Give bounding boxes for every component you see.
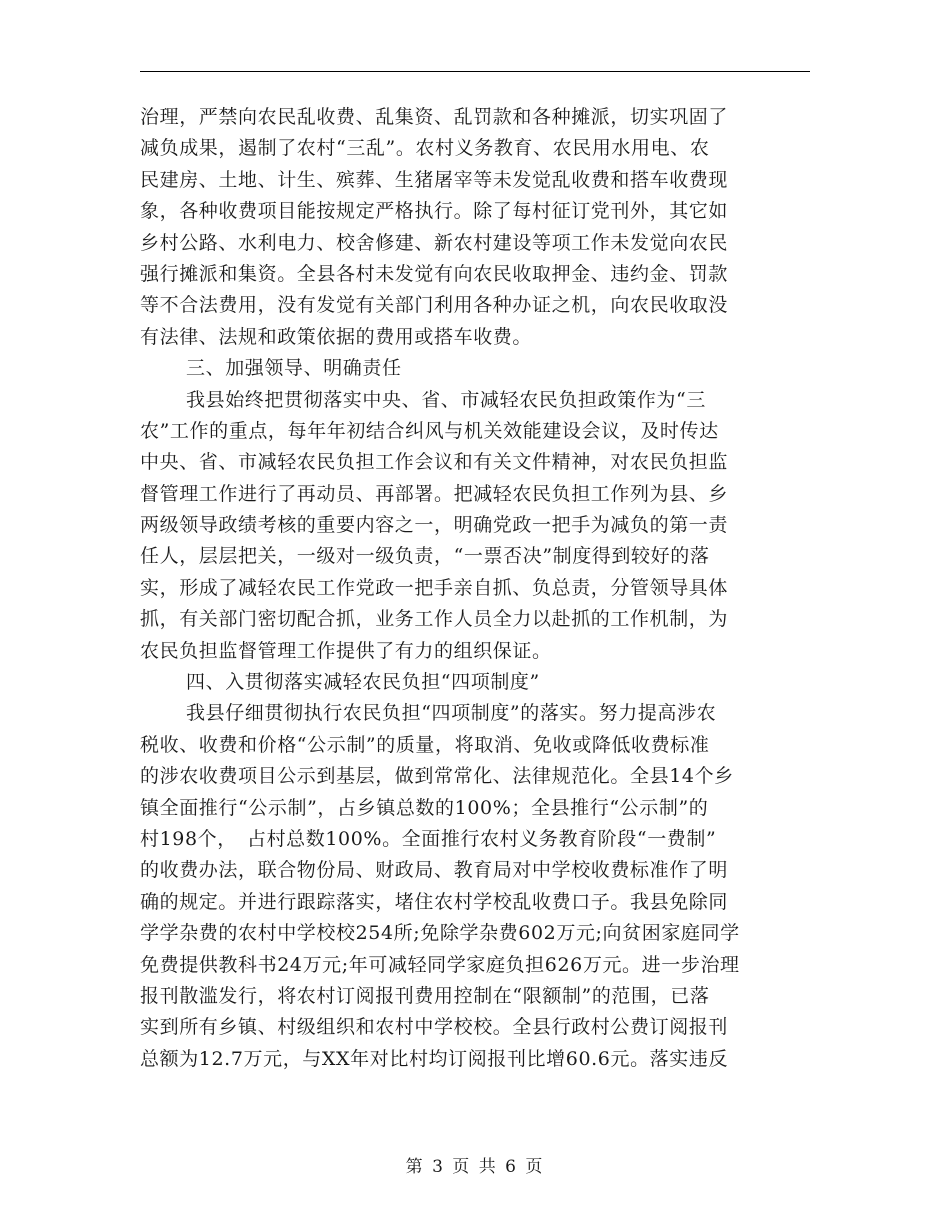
text-line: 我县始终把贯彻落实中央、省、市减轻农民负担政策作为“三 bbox=[186, 388, 706, 411]
section-heading-text: 四、入贯彻落实减轻农民负担“四项制度” bbox=[186, 671, 540, 694]
page-number: 第 3 页 共 6 页 bbox=[405, 1157, 545, 1177]
paragraph bbox=[140, 102, 800, 353]
text-line: 民建房、土地、计生、殡葬、生猪屠宰等未发觉乱收费和搭车收费现 bbox=[140, 168, 729, 191]
text-line: 的收费办法，联合物份局、财政局、教育局对中学校收费标准作了明 bbox=[140, 859, 729, 882]
text-line: 减负成果，遏制了农村“三乱”。农村义务教育、农民用水用电、农 bbox=[140, 137, 710, 160]
text-line: 农”工作的重点，每年年初结合纠风与机关效能建设会议，及时传达 bbox=[140, 419, 719, 442]
text-line: 确的规定。并进行跟踪落实，堵住农村学校乱收费口子。我县免除同 bbox=[140, 890, 729, 913]
text-line: 中央、省、市减轻农民负担工作会议和有关文件精神，对农民负担监 bbox=[140, 451, 729, 474]
page-footer bbox=[0, 1152, 950, 1177]
text-line: 农民负担监督管理工作提供了有力的组织保证。 bbox=[140, 639, 552, 662]
section-heading bbox=[140, 353, 800, 384]
text-line: 实，形成了减轻农民工作党政一把手亲自抓、负总责，分管领导具体 bbox=[140, 576, 729, 599]
text-line: 实到所有乡镇、村级组织和农村中学校校。全县行政村公费订阅报刊 bbox=[140, 1016, 729, 1039]
text-line: 象，各种收费项目能按规定严格执行。除了每村征订党刊外，其它如 bbox=[140, 200, 729, 223]
text-line: 学学杂费的农村中学校校254所;免除学杂费602万元;向贫困家庭同学 bbox=[140, 922, 740, 945]
text-line: 抓，有关部门密切配合抓，业务工作人员全力以赴抓的工作机制，为 bbox=[140, 608, 729, 631]
text-line: 镇全面推行“公示制”，占乡镇总数的100%；全县推行“公示制”的 bbox=[140, 796, 709, 819]
text-line: 等不合法费用，没有发觉有关部门利用各种办证之机，向农民收取没 bbox=[140, 294, 729, 317]
paragraph bbox=[140, 698, 800, 1075]
text-line: 任人，层层把关，一级对一级负责，“一票否决”制度得到较好的落 bbox=[140, 545, 710, 568]
text-line: 强行摊派和集资。全县各村未发觉有向农民收取押金、违约金、罚款 bbox=[140, 262, 729, 285]
header-rule bbox=[140, 71, 810, 72]
text-line: 乡村公路、水利电力、校舍修建、新农村建设等项工作未发觉向农民 bbox=[140, 231, 729, 254]
text-line: 的涉农收费项目公示到基层，做到常常化、法律规范化。全县14个乡 bbox=[140, 765, 734, 788]
document-body bbox=[140, 102, 800, 1075]
text-line: 两级领导政绩考核的重要内容之一，明确党政一把手为减负的第一责 bbox=[140, 514, 729, 537]
text-line: 税收、收费和价格“公示制”的质量，将取消、免收或降低收费标准 bbox=[140, 733, 710, 756]
text-line: 总额为12.7万元，与XX年对比村均订阅报刊比增60.6元。落实违反 bbox=[140, 1047, 729, 1070]
text-line: 有法律、法规和政策依据的费用或搭车收费。 bbox=[140, 325, 533, 348]
text-line: 督管理工作进行了再动员、再部署。把减轻农民负担工作列为县、乡 bbox=[140, 482, 729, 505]
section-heading-text: 三、加强领导、明确责任 bbox=[186, 357, 402, 380]
text-line: 报刊散滥发行，将农村订阅报刊费用控制在“限额制”的范围，已落 bbox=[140, 984, 710, 1007]
text-line: 村198个， 占村总数100%。全面推行农村义务教育阶段“一费制” bbox=[140, 827, 717, 850]
text-line: 免费提供教科书24万元;年可减轻同学家庭负担626万元。进一步治理 bbox=[140, 953, 740, 976]
section-heading bbox=[140, 667, 800, 698]
text-line: 治理，严禁向农民乱收费、乱集资、乱罚款和各种摊派，切实巩固了 bbox=[140, 106, 729, 128]
paragraph bbox=[140, 385, 800, 668]
text-line: 我县仔细贯彻执行农民负担“四项制度”的落实。努力提高涉农 bbox=[186, 702, 717, 725]
